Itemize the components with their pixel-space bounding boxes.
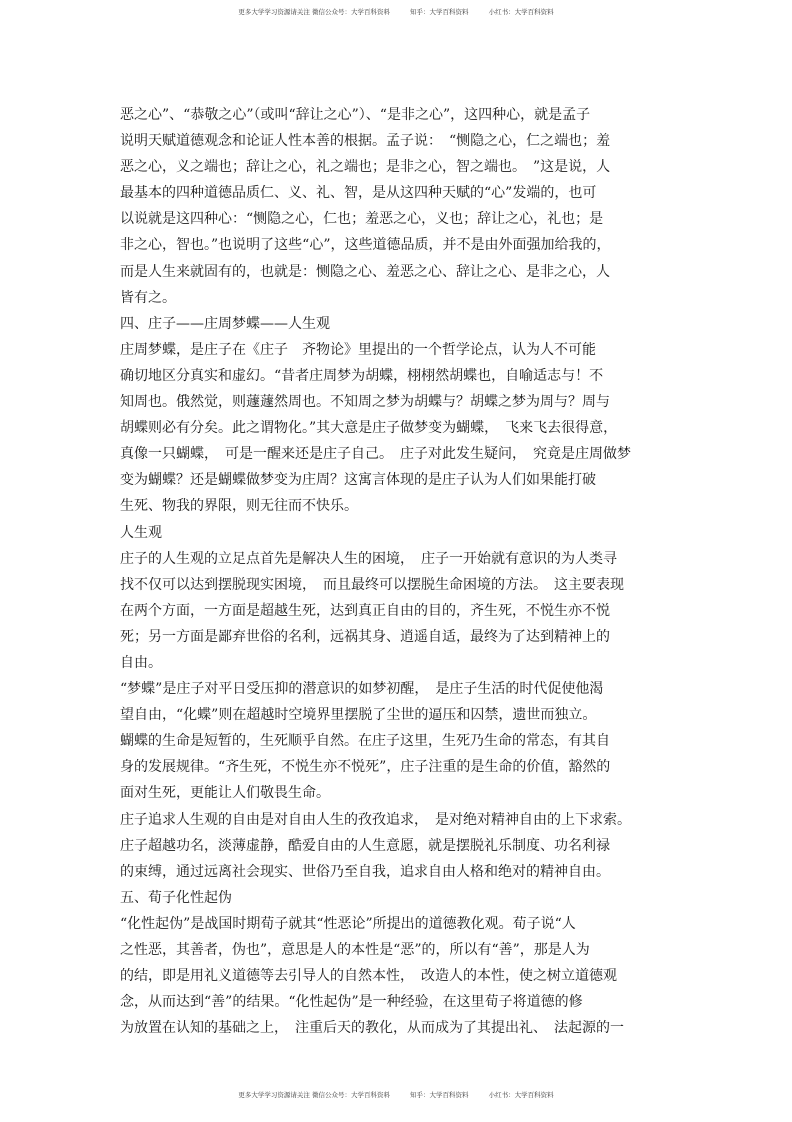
- text-line: 蝴蝶的生命是短暂的，生死顺乎自然。在庄子这里，生死乃生命的常态，有其自: [120, 733, 610, 750]
- text-line: 的结，即是用礼义道德等去引导人的自然本性， 改造人的本性，使之树立道德观: [120, 968, 617, 985]
- text-line: 庄子追求人生观的自由是对自由人生的孜孜追求， 是对绝对精神自由的上下求索。: [120, 811, 631, 828]
- text-line: 为放置在认知的基础之上， 注重后天的教化，从而成为了其提出礼、 法起源的一: [120, 1020, 624, 1037]
- text-line: 面对生死，更能让人们敬畏生命。: [120, 785, 330, 802]
- text-line: 知周也。俄然觉，则蘧蘧然周也。不知周之梦为胡蝶与？胡蝶之梦为周与？周与: [120, 394, 610, 411]
- header-zhihu-note: 知乎：大学百科资料: [410, 8, 469, 16]
- page-header: [0, 7, 792, 16]
- text-line: 四、庄子——庄周梦蝶——人生观: [120, 315, 330, 332]
- footer-wechat-note: 更多大学学习资源请关注 微信公众号：大学百科资料: [238, 1091, 390, 1099]
- document-body: [120, 102, 675, 1041]
- text-line: 确切地区分真实和虚幻。“昔者庄周梦为胡蝶，栩栩然胡蝶也，自喻适志与！不: [120, 367, 604, 384]
- footer-xiaohongshu-note: 小红书：大学百科资料: [488, 1091, 554, 1099]
- text-line: 庄子的人生观的立足点首先是解决人生的困境， 庄子一开始就有意识的为人类寻: [120, 550, 617, 567]
- page-footer: [0, 1090, 792, 1099]
- text-line: 五、荀子化性起伪: [120, 889, 232, 906]
- text-line: 恶之心，义之端也；辞让之心，礼之端也；是非之心，智之端也。 ”这是说，人: [120, 159, 611, 176]
- text-line: 念，从而达到“善”的结果。“化性起伪”是一种经验，在这里荀子将道德的修: [120, 994, 583, 1011]
- text-line: 生死、物我的界限，则无往而不快乐。: [120, 498, 358, 515]
- text-line: 以说就是这四种心：“恻隐之心，仁也；羞恶之心，义也；辞让之心，礼也；是: [120, 211, 604, 228]
- header-xiaohongshu-note: 小红书：大学百科资料: [488, 8, 554, 16]
- text-line: 说明天赋道德观念和论证人性本善的根据。孟子说： “恻隐之心，仁之端也；羞: [120, 133, 611, 150]
- text-line: 非之心，智也。”也说明了这些“心”，这些道德品质，并不是由外面强加给我的，: [120, 237, 611, 254]
- text-line: 真像一只蝴蝶， 可是一醒来还是庄子自己。 庄子对此发生疑问， 究竟是庄周做梦: [120, 446, 631, 463]
- text-line: 找不仅可以达到摆脱现实困境， 而且最终可以摆脱生命困境的方法。 这主要表现: [120, 576, 624, 593]
- text-line: 之性恶，其善者，伪也”，意思是人的本性是“恶”的，所以有“善”，那是人为: [120, 942, 590, 958]
- text-line: 胡蝶则必有分矣。此之谓物化。”其大意是庄子做梦变为蝴蝶， 飞来飞去很得意，: [120, 420, 618, 437]
- text-line: 望自由，“化蝶”则在超越时空境界里摆脱了尘世的逼压和囚禁，遗世而独立。: [120, 707, 597, 724]
- footer-zhihu-note: 知乎：大学百科资料: [410, 1091, 469, 1099]
- text-line: 庄子超越功名，淡薄虚静，酷爱自由的人生意愿，就是摆脱礼乐制度、功名利禄: [120, 837, 610, 854]
- text-line: 自由。: [120, 654, 162, 671]
- text-line: 皆有之。: [120, 289, 176, 306]
- text-line: 恶之心”、“恭敬之心”（或叫“辞让之心”）、“是非之心”，这四种心，就是孟子: [120, 107, 591, 123]
- text-line: “梦蝶”是庄子对平日受压抑的潜意识的如梦初醒， 是庄子生活的时代促使他渴: [120, 681, 604, 698]
- text-line: 人生观: [120, 524, 162, 541]
- text-line: 而是人生来就固有的，也就是：恻隐之心、羞恶之心、辞让之心、是非之心，人: [120, 263, 610, 280]
- text-line: 最基本的四种道德品质仁、义、礼、智，是从这四种天赋的“心”发端的，也可: [120, 185, 597, 202]
- header-wechat-note: 更多大学学习资源请关注 微信公众号：大学百科资料: [238, 8, 390, 16]
- text-line: 身的发展规律。“齐生死，不悦生亦不悦死”，庄子注重的是生命的价值，豁然的: [120, 759, 611, 776]
- text-line: 庄周梦蝶，是庄子在《庄子 齐物论》里提出的一个哲学论点，认为人不可能: [120, 341, 596, 358]
- text-line: 死；另一方面是鄙弃世俗的名利，远祸其身、逍遥自适，最终为了达到精神上的: [120, 628, 610, 645]
- text-line: 在两个方面，一方面是超越生死，达到真正自由的目的，齐生死，不悦生亦不悦: [120, 602, 610, 619]
- text-line: “化性起伪”是战国时期荀子就其“性恶论”所提出的道德教化观。荀子说“人: [120, 915, 576, 932]
- text-line: 变为蝴蝶？还是蝴蝶做梦变为庄周？这寓言体现的是庄子认为人们如果能打破: [120, 472, 596, 489]
- text-line: 的束缚，通过远离社会现实、世俗乃至自我，追求自由人格和绝对的精神自由。: [120, 863, 610, 880]
